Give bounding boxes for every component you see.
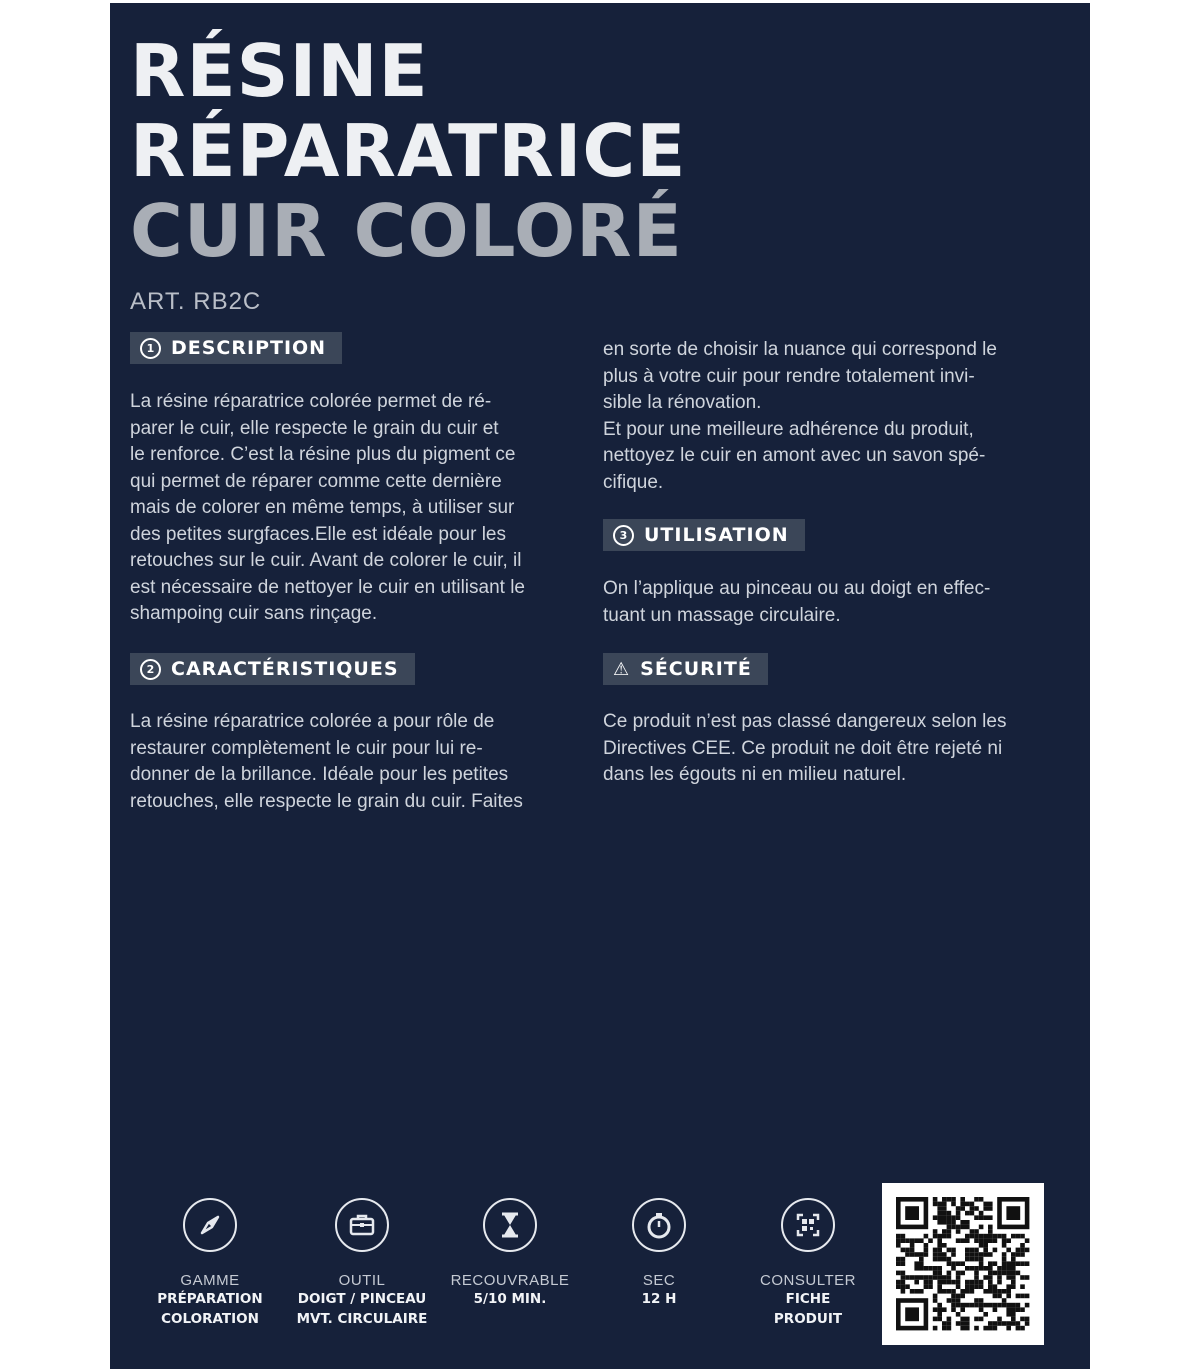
icon-label: CONSULTER bbox=[760, 1272, 856, 1289]
icon-value: MVT. CIRCULAIRE bbox=[296, 1311, 428, 1327]
icon-value: COLORATION bbox=[161, 1311, 259, 1327]
text-line: le renforce. C’est la résine plus du pigment ce bbox=[130, 444, 516, 465]
description-heading bbox=[130, 332, 342, 364]
text-line: Ce produit n’est pas classé dangereux selon les bbox=[603, 711, 1007, 732]
icon-value: 12 H bbox=[641, 1291, 677, 1307]
icon-label: GAMME bbox=[180, 1272, 240, 1289]
text-line: qui permet de réparer comme cette dernière bbox=[130, 470, 502, 492]
caracteristiques-text-continued bbox=[603, 337, 1045, 496]
icon-label: OUTIL bbox=[338, 1272, 386, 1289]
text-line: sible la rénovation. bbox=[603, 392, 762, 413]
title-line-2: RÉPARATRICE bbox=[130, 109, 687, 193]
warning-icon: ⚠ bbox=[613, 658, 631, 680]
qr-code-image bbox=[882, 1183, 1044, 1345]
article-reference: ART. RB2C bbox=[130, 288, 262, 315]
qr-scan-icon bbox=[781, 1198, 835, 1252]
icon-label: SEC bbox=[642, 1272, 676, 1289]
stopwatch-icon bbox=[632, 1198, 686, 1252]
text-line: tuant un massage circulaire. bbox=[603, 604, 841, 626]
text-line: donner de la brillance. Idéale pour les petites bbox=[130, 764, 509, 785]
hourglass-icon bbox=[483, 1198, 537, 1252]
text-line: en sorte de choisir la nuance qui correspond le bbox=[603, 339, 997, 360]
product-sheet bbox=[110, 3, 1090, 1369]
section-number-badge: 1 bbox=[140, 338, 161, 359]
securite-heading bbox=[603, 653, 768, 685]
outil-info bbox=[287, 1198, 437, 1329]
text-line: La résine réparatrice colorée a pour rôle de bbox=[130, 711, 495, 732]
toolbox-icon bbox=[335, 1198, 389, 1252]
text-line: dans les égouts ni en milieu naturel. bbox=[603, 764, 907, 785]
text-line: cifique. bbox=[603, 471, 664, 493]
description-text bbox=[130, 389, 572, 628]
caracteristiques-heading bbox=[130, 653, 415, 685]
caracteristiques-heading-label: CARACTÉRISTIQUES bbox=[171, 658, 399, 680]
icon-value: 5/10 MIN. bbox=[473, 1291, 547, 1307]
utilisation-heading bbox=[603, 519, 805, 551]
icon-value: PRODUIT bbox=[773, 1311, 843, 1327]
text-line: parer le cuir, elle respecte le grain du cuir et bbox=[130, 417, 499, 439]
icon-value: DOIGT / PINCEAU bbox=[297, 1291, 427, 1307]
securite-text bbox=[603, 709, 1045, 789]
title-line-3: CUIR COLORÉ bbox=[130, 189, 683, 273]
icon-value: FICHE bbox=[785, 1291, 831, 1307]
gamme-info bbox=[135, 1198, 285, 1329]
icon-label: RECOUVRABLE bbox=[450, 1272, 570, 1289]
sec-info bbox=[584, 1198, 734, 1309]
text-line: Directives CEE. Ce produit ne doit être rejeté ni bbox=[603, 737, 1003, 759]
text-line: des petites surgfaces.Elle est idéale pour les bbox=[130, 523, 506, 545]
compass-icon bbox=[183, 1198, 237, 1252]
consulter-info bbox=[733, 1198, 883, 1329]
section-number-badge: 3 bbox=[613, 525, 634, 546]
utilisation-text bbox=[603, 576, 1045, 629]
text-line: mais de colorer en même temps, à utiliser sur bbox=[130, 497, 515, 518]
text-line: plus à votre cuir pour rendre totalement invi- bbox=[603, 365, 975, 387]
section-number-badge: 2 bbox=[140, 659, 161, 680]
text-line: La résine réparatrice colorée permet de ré- bbox=[130, 391, 492, 412]
caracteristiques-text bbox=[130, 709, 572, 815]
qr-code[interactable] bbox=[882, 1183, 1044, 1345]
text-line: shampoing cuir sans rinçage. bbox=[130, 603, 378, 624]
text-line: restaurer complètement le cuir pour lui re- bbox=[130, 737, 483, 759]
text-line: Et pour une meilleure adhérence du produit, bbox=[603, 418, 974, 440]
text-line: nettoyez le cuir en amont avec un savon spé- bbox=[603, 445, 986, 466]
text-line: retouches sur le cuir. Avant de colorer le cuir, il bbox=[130, 550, 522, 571]
text-line: On l’applique au pinceau ou au doigt en effec- bbox=[603, 578, 991, 599]
footer-icon-row bbox=[140, 1198, 900, 1348]
icon-value: PRÉPARATION bbox=[157, 1291, 263, 1307]
product-title bbox=[130, 31, 686, 271]
description-heading-label: DESCRIPTION bbox=[171, 337, 327, 359]
utilisation-heading-label: UTILISATION bbox=[644, 524, 789, 546]
title-line-1: RÉSINE bbox=[130, 29, 429, 113]
text-line: retouches, elle respecte le grain du cuir. Faites bbox=[130, 790, 523, 812]
securite-heading-label: SÉCURITÉ bbox=[640, 658, 752, 680]
text-line: est nécessaire de nettoyer le cuir en utilisant le bbox=[130, 576, 525, 598]
recouvrable-info bbox=[435, 1198, 585, 1309]
